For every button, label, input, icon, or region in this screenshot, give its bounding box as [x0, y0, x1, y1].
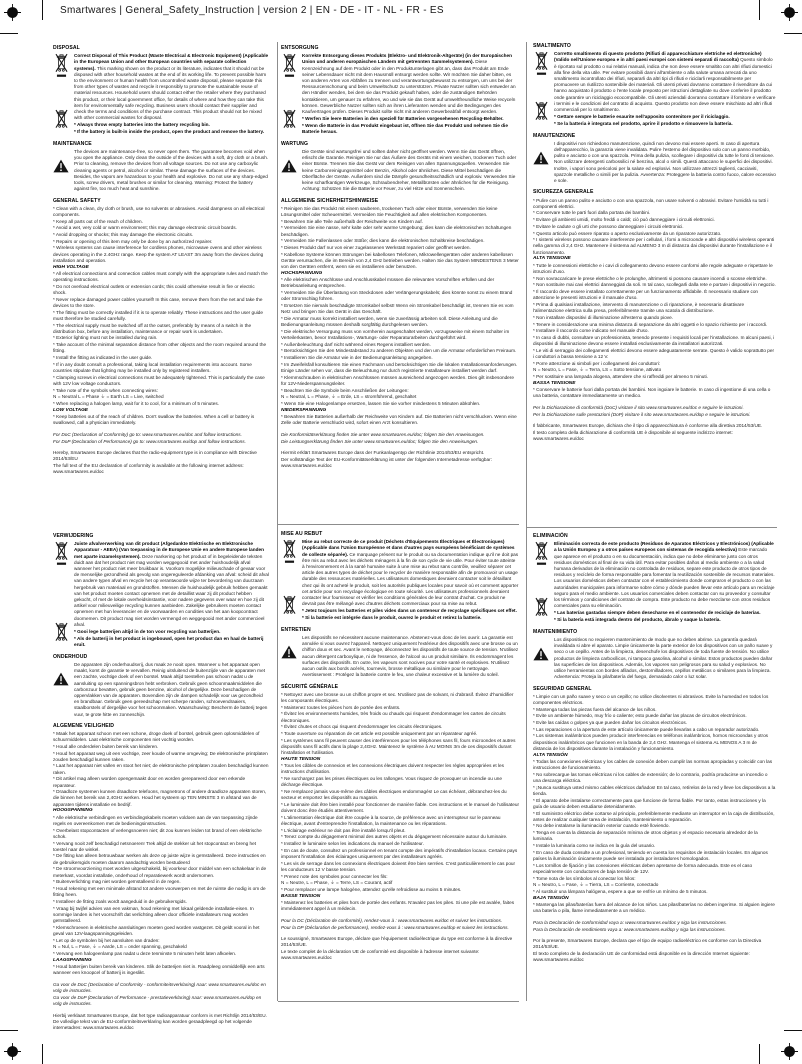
wire-symbols-line: N = Neutre, L = Phase, ⏚ = Terre, LS = Courant, actif [281, 880, 393, 886]
maintenance-block [281, 635, 519, 678]
bullet-line: * Porre attenzione ai simboli per i collegamenti dei conduttori: [533, 360, 661, 366]
maintenance-heading: ENTRETIEN [281, 626, 311, 633]
bullet-line: * De stroomvoorziening moet worden uitgeschakeld, bij voorkeur door middel van een schakelaar in de meterkast, voordat installatie, onderhoud of reparatiewerk wordt ondernomen. [53, 866, 267, 878]
disposal-paragraph [554, 51, 776, 113]
bullet-line: * Wireless systems can cause interference for cordless phones, microwave ovens and other wireless devices operating in the 2.4GHz range. Keep the system AT LEAST 3m away from the devices during installation and operation. [53, 245, 264, 263]
bullet-line: * Installeer de fitting zoals wordt aangeduid in de gebruikersgids. [53, 898, 187, 904]
bullet-line: * Houd het apparaat weg uit een vochtige, zeer koude of warme omgeving; De elektronische printplaten zouden beschadigd kunnen raken. [53, 750, 268, 762]
paragraph-italic: Per la Dichiarazione di conformità (DoC) visitare il sito www.smartwares.eu/doc e seguire le istruzioni. [533, 405, 744, 411]
disposal-intro: Eliminación correcta de este producto (Residuos de Aparatos Eléctricos y Electrónicos) (Aplicable a la Unión Europea y a otros países europeos con sistemas de recogida selectiva) [554, 541, 774, 553]
wire-symbols-line: N = Nul, L = Fase, ⏚ = Aarde, LS = onder spanning, geschakeld [53, 944, 187, 950]
bullet-line: * Im Zweifelsfall konsultieren Sie einen Fachmann und berücksichtigen Sie die lokalen Installationsanforderungen. Einige Länder sehen vor, dass die Beleuchtung nur durch registrierte Installateure installiert werden darf. [281, 361, 518, 373]
bullet-line: * In caso di dubbi, consultare un professionista, tenendo presente i requisiti locali per l'installazione. In alcuni paesi, i dispositivi di illuminazione devono essere installati esclusivamente da installatori autorizzati. [533, 334, 775, 347]
disposal-paragraph [554, 541, 776, 609]
paragraph-italic: Ga voor de DoP (Declaration of Performance - prestatieverklaring) naar: www.smartwares.eu/dop en volg de instructies. [53, 994, 262, 1007]
bullet-line: * Keep batteries out of the reach of children. Don't swallow the batteries. When a cell or battery is swallowed, call a physician immediately. [53, 413, 255, 426]
bullet-line: * Non installare dispositivi di illuminazione all'esterno quando piove. [533, 314, 674, 320]
section-heading: SÉCURITÉ GÉNÉRALE [281, 683, 339, 690]
disposal-text [74, 541, 269, 648]
disposal-intro: Juiste afvalverwerking van dit product (Afgedankte Elektrische en Elektronische Apparatuur - AEEA) (Van toepassing in de Europese Unie en andere Europese landen met aparte inzamelsystemen). [74, 541, 264, 559]
disposal-icon-gutter [533, 541, 549, 624]
bullet-line: * No debe instalarse la iluminación exterior cuando esté lloviendo. [533, 823, 670, 829]
paragraph-italic: Ga voor de DoC (Declaration of Conformity - conformiteitsverklaring) naar: www.smartwares.eu/doc en volg de instructies. [53, 981, 266, 994]
bullet-line: * Nettoyez avec une brosse ou un chiffon propre et sec. N'utilisez pas de solvant, ni d'abrasif. Évitez d'humidifier les composants électriques. [281, 691, 514, 703]
paragraph: Hierbij verklaart Smartwares Europe, dat het type radioapparatuur conform is met Richtlijn 2014/53/EU. De volledige tekst van de EU-conformiteitsverklaring kan worden geraadpleegd op het volgende internetadres: www.smartwares.eu/doc [53, 1012, 267, 1031]
disposal-heading: VERWIJDERING [53, 533, 94, 539]
disposal-icon-gutter [281, 539, 297, 622]
subsection-heading: NIEDERSPANNUNG [281, 407, 327, 413]
bullet-line: * Évitez les environnements humides, très froids ou chauds qui risquent d'endommager les cartes de circuits électroniques. [281, 711, 506, 723]
bullet-line: * Vermeiden Sie die Überlastung von Steckdosen oder Verlängerungskabels; dies könnte sonst zu einem Brand oder Stromschlag führen. [281, 289, 513, 302]
bullet-line: * Los tornillos de fijación y las conexiones eléctricas deben apretarse de forma adecuada. Este es el caso especialmente con conductores de baja tensión de 12V. [533, 862, 753, 874]
bullet-line: * Buitenverlichting mag niet worden geïnstalleerd in de regen. [53, 879, 181, 885]
bullet-line: * L'alimentation électrique doit être coupée à la source, de préférence avec un interrupteur sur le panneau électrique, avant d'entreprendre l'installation, la maintenance ou les réparations. [281, 814, 501, 826]
paragraph-italic: For DoC (Declaration of Conformity) go to: www.smartwares.eu/doc and follow instructions. [53, 431, 242, 437]
disposal-text [74, 53, 269, 136]
row-separator [278, 524, 519, 525]
bullet-line: * Vermeiden Sie Fallenlassen oder Stöße; dies kann die elektronischen Schaltkreise beschädigen. [281, 238, 485, 244]
paragraph: Il testo completo della dichiarazione di conformità UE è disponibile al seguente indirizzo internet: www.smartwares.eu/doc [533, 430, 733, 442]
weee-bin-icon [283, 53, 296, 78]
crop-mark [759, 1044, 760, 1064]
crop-mark [759, 0, 760, 20]
bullet-line: * Conservare le batterie fuori dalla portata dei bambini. Non ingoiare le batterie. In caso di ingestione di una cella o una batteria, contattare immediatamente un medico. [533, 387, 771, 399]
disposal-bullet: * If the battery is built-in inside the product, open the product and remove the battery. [74, 129, 265, 135]
disposal-icon-gutter [281, 53, 297, 136]
column-separator [526, 42, 527, 1001]
maintenance-heading: MANTENIMIENTO [533, 628, 578, 635]
bullet-line: * Bewahren Sie alle Teile außerhalb der Reichweite von Kindern auf. [281, 218, 423, 224]
disposal-intro: Korrekte Entsorgung dieses Produkts (Elektro- und Elektronik-Altgeräte) (in der Europäischen Union und anderen europäischen Ländern mit getrennten Sammelsystemen). [302, 53, 512, 65]
weee-bin-icon [535, 541, 548, 566]
subsection-heading: HAUTE TENSION [281, 756, 321, 762]
registration-mark [781, 1043, 798, 1060]
bullet-line: * Overbelast stopcontacten of verlengsnoeren niet; dit zou kunnen leiden tot brand of een elektrische schok. [53, 827, 262, 839]
bullet-line: * Dit artikel mag alleen worden opengemaakt door en worden gerepareerd door een erkende reparateur. [53, 776, 246, 788]
section-de [281, 45, 519, 470]
paragraph-italic: Para la Declaración de conformidad vaya a: www.smartwares.eu/doc y siga las instrucciones. [533, 919, 727, 925]
bullet-line: * Ne surchargez pas les prises électriques ou les rallonges. Vous risquez de provoquer un incendie ou une décharge électrique. [281, 775, 502, 788]
bullet-line: * Alle elektrischen Anschlüsse und Anschlusskabel müssen die relevanten Vorschriften erfüllen und der Betriebsanleitung entsprechen. [281, 277, 495, 289]
disposal-block [53, 53, 269, 136]
disposal-body: Diese Kennzeichnung auf dem Produkt oder in den Produktunterlagen gibt an, dass das Produkt am Ende seiner Lebensdauer nicht mit dem Hausmüll entsorgt werden sollte. Wir möchten Sie daher bitten, es von anderen Arten von Abfällen zu trennen und verantwortungsbewusst zu entsorgen, um uns bei der Ressourcenschonung und beim Umweltschutz zu unterstützen. Private Nutzer sollten sich entweder an den Händler wenden, bei dem sie das Produkt gekauft haben, oder die zuständigen Behörden kontaktieren, um genauer zu erfahren, wo und wie sie das Gerät auf umweltfreundliche Weise recyceln können. Gewerbliche Nutzer sollten sich an ihren Lieferanten wenden und die Bedingungen des Kaufvertrages prüfen. Dieses Produkt sollte nicht mit anderen Gewerbeabfall entsorgt werden. [302, 59, 516, 115]
weee-bin-icon [55, 622, 68, 643]
disposal-intro: Mise au rebut correcte de ce produit (Déchets d'Équipements Électriques et Électroniques) (Applicable dans l'Union Européenne et dans d'autres pays européens bénéficiant de systèmes de collecte séparée). [302, 539, 515, 557]
paragraph-italic: Die Leistungserklärung finden Sie unter www.smartwares.eu/doc; folgen Sie den Anweisungen. [281, 438, 479, 444]
disposal-heading: SMALTIMENTO [533, 43, 571, 49]
section-en [53, 45, 269, 476]
disposal-block [533, 51, 776, 127]
disposal-block [281, 53, 519, 136]
maintenance-heading: MANUTENZIONE [533, 132, 576, 139]
paragraph-italic: Pour la DP (Déclaration de performances), rendez-vous à : www.smartwares.eu/dop et suivez les instructions. [281, 924, 509, 930]
disposal-heading: MISE AU REBUT [281, 531, 323, 537]
weee-bin-icon [55, 541, 68, 566]
disposal-body: Ce marquage présent sur le produit ou sa documentation indique qu'il ne doit pas être mis au rebut avec les déchets ménagers à la fin de son cycle de vie utile. Pour éviter toute atteinte à l'environnement et à la santé humaine suite à une mise au rebut sans contrôle, veuillez séparer cet article des autres types de déchet pour le recycler de manière responsable afin de promouvoir un usage durable des ressources matérielles. Les utilisateurs domestiques devraient contacter soit le détaillant chez qui ils ont acheté le produit, soit les autorités publiques locales pour savoir où et comment apporter cet article pour son recyclage écologique en toute sécurité. Les utilisateurs professionnels devraient contacter leur fournisseur et vérifier les conditions générales de leur contrat d'achat. Ce produit ne devrait pas être mélangé avec d'autres déchets commerciaux pour sa mise au rebut. [302, 551, 519, 607]
disposal-text [302, 539, 519, 622]
disposal-icon-gutter [533, 51, 549, 127]
paragraph: The full text of the EU declaration of conformity is available at the following internet address: www.smartwares.eu/doc [53, 463, 244, 475]
wire-symbols-line: N = Neutral, L = Phase, ⏚ = Erde, LS = stromführend, geschaltet [281, 394, 417, 400]
maintenance-text: De apparaten zijn onderhoudsvrij, dus maak ze nooit open. Wanneer u het apparaat open maakt, komt de garantie te vervallen. Reinig uitsluitend de buitenzijde van de apparaten met een zachte, vochtige doek of een borstel. Maak altijd toestellen pas schoon nadat u de aansluiting op een spanningsbron hebt verbroken. Gebruik geen schoonmaakmiddelen die carbonzuur bevatten, gebruik geen benzine, alcohol of dergelijke. Deze beschadigen de oppervlakken van de apparaten. Bovendien zijn de dampen schadelijk voor uw gezondheid en brandbaar. Gebruik geen gereedschap met scherpe randen, schroevendraaiers, staalborstels of dergelijke voor het schoonmaken. Waarschuwing: Bescherm de batterij tegen vuur, te grote hitte en zonneschijn. [74, 661, 268, 717]
page-title: Smartwares | General_Safety_Instruction | version 2 | EN - DE - IT - NL - FR - ES [60, 5, 444, 16]
bullet-line: * Maintenez les batteries et piles hors de portée des enfants. N'avalez pas les piles. Si une pile est avalée, faites immédiatement appel à un médecin. [281, 899, 515, 912]
bullet-line: * Mantenga las pilas/baterías fuera del alcance de los niños. Las pilas/baterías no deben ingerirse. Si alguien ingiere una batería o pila, llame inmediatamente a un médico. [533, 901, 775, 914]
maintenance-heading: WARTUNG [281, 140, 309, 147]
bullet-line: * Pulire con un panno pulito e asciutto o con una spazzola, non usare solventi o abrasivi. Evitare l'umidità su tutti i componenti elettrici. [533, 197, 769, 209]
bullet-line: * Los sistemas inalámbricos pueden producir interferencias en teléfonos inalámbricos, hornos microondas y otros dispositivos inalámbricos que funcionen en la banda de 2,4 GHz. Mantenga el sistema AL MENOS A 3 m de distancia de los dispositivos durante la instalación y funcionamiento. [533, 733, 769, 751]
bullet-line: * Klemschroeven in elektrische aansluitingen moeten goed worden vastgezet. Dit geldt vooral in het geval van 12V-laagspanningsgeleiden. [53, 924, 260, 936]
crop-mark [42, 1044, 43, 1064]
crop-mark [784, 33, 802, 34]
disposal-intro: Correct Disposal of This Product (Waste Electrical & Electronic Equipment) (Applicable in the European Union and other European countries with separate collection systems). [74, 53, 269, 71]
bullet-line: * Außenbeleuchtung darf nicht während eines Regens installiert werden. [281, 341, 431, 347]
bullet-line: * Non sovraccaricare le prese elettriche o le prolunghe, altrimenti si possono causare incendi o scosse elettriche. [533, 275, 767, 281]
wire-symbols-line: N = Neutral L = Phase ⏚ = Earth LS = Live, switched [53, 394, 164, 400]
bullet-line: * Vervang nooit zelf beschadigd netsnoeren! Trek altijd de stekker uit het stopcontact en breng het toestel naar de winkel. [53, 840, 256, 852]
registration-mark [781, 4, 798, 21]
bullet-line: * Wenn Sie eine Halogenlampe ersetzen, lassen Sie sie vorher mindestens 5 Minuten abkühlen. [281, 400, 481, 406]
disposal-bullet: * Se la batteria è integrata nel prodotto, aprire il prodotto e rimuovere la batteria. [554, 120, 733, 126]
maintenance-icon-gutter [53, 149, 69, 192]
subsection-heading: BASSE TENSION [281, 893, 321, 899]
bullet-line: * Reinigen Sie das Produkt mit einem sauberen, trockenen Tuch oder einer Bürste, verwenden Sie keine Lösungsmittel oder Scheuermittel. Vermeiden Sie Feuchtigkeit auf allen elektrischen Komponenten. [281, 205, 498, 217]
maintenance-icon-gutter [281, 149, 297, 192]
warning-triangle-icon [533, 647, 549, 661]
bullet-line: * Installare il raccordo come indicato nel manuale d'uso. [533, 328, 649, 334]
wire-symbols-line: N = Neutro, L = Fase, ⏚ = Tierra, LS = Corriente, conectado [533, 882, 659, 888]
weee-bin-icon [535, 51, 548, 76]
disposal-bullet: * Si la batterie est intégrée dans le produit, ouvrez le produit et retirez la batterie. [302, 615, 482, 621]
disposal-paragraph [74, 53, 269, 121]
bullet-line: * Kabellose Systeme können Störungen bei kabellosen Telefonen, Mikrowellengeräten oder anderen kabellosen Geräte verursachen, die im Bereich von 2,4 GHz betrieben werden. Halten Sie das System MINDESTENS 3 Meter von den Geräten entfernt, wenn sie es installieren oder benutzen. [281, 251, 519, 270]
maintenance-block [53, 149, 269, 192]
bullet-line: * Laat het apparaat niet vallen en stoot het niet; de elektronische printplaten zouden beschadigd kunnen raken. [53, 763, 269, 775]
subsection-heading: HOCHSPANNUNG [281, 270, 323, 276]
disposal-paragraph [302, 539, 519, 607]
crop-mark [0, 33, 18, 34]
section-heading: GENERAL SAFETY [53, 197, 101, 204]
bullet-line: * No sobrecargue las tomas eléctricas ni los cables de extensión; de lo contrario, podría producirse un incendio o una descarga eléctrica. [533, 771, 768, 783]
bullet-line: * Evite las caídas o golpes ya que pueden dañar los circuitos electrónicos. [533, 720, 687, 726]
section-it [533, 43, 776, 443]
bullet-line: * Draadloze systemen kunnen draadloze telefoons, magnetrons of andere draadloze apparaten storen, die binnen het bereik van 2,4GHz werken. Houd het systeem op TEN MINSTE 3 m afstand van de apparaten tijdens installatie en bedrijf. [53, 789, 267, 807]
disposal-block [533, 541, 776, 624]
bullet-line: * Take account of the minimal separation distance from other objects and the room required around the fitting. [53, 342, 267, 354]
bullet-line: * Vermeiden Sie eine nasse, sehr kalte oder sehr warme Umgebung; dies kann die elektronischen Schaltungen beschädigen. [281, 225, 512, 237]
disposal-text [554, 51, 776, 127]
bullet-line: * Le luminaire doit être bien installé pour fonctionner de manière fiable. Ces instructions et le manuel de l'utilisateur doivent donc être étudiés attentivement. [281, 801, 520, 813]
section-heading: SEGURIDAD GENERAL [533, 685, 592, 692]
bullet-line: * ¡Nunca sustituya usted mismo cables eléctricos dañados! En tal caso, retírelos de la red y lleve los dispositivos a la tienda. [533, 784, 776, 796]
weee-bin-icon [535, 101, 548, 122]
bullet-line: * If in any doubt consult a professional, taking local installation requirements into account. Some countries stipulate that lighting may be installed only by registered installers. [53, 361, 252, 373]
bullet-line: * Conservare tutte le parti fuori dalla portata dei bambini. [533, 210, 651, 216]
row-separator [527, 527, 777, 528]
bullet-line: * Les vis de serrage dans les connexions électriques doivent être bien serrées. C'est particulièrement le cas pour les conducteurs 12 V basse tension. [281, 860, 516, 872]
bullet-line: * Houd alle onderdelen buiten bereik van kinderen. [53, 743, 159, 749]
bullet-line: * The electrical supply must be switched off at the outset, preferably by means of a switch in the distribution box, before any installation, maintenance or repair work is undertaken. [53, 322, 252, 334]
bullet-line: * Dieses Produkt darf nur von einer zugelassenen Werkstatt repariert oder geöffnet werden. [281, 244, 471, 250]
subsection-heading: BAJA TENSIÓN [533, 895, 569, 901]
subsection-heading: LAAGSPANNING [53, 957, 92, 963]
maintenance-block [281, 149, 519, 192]
paragraph-italic: For DoP (Declaration of Performance) go to: www.smartwares.eu/dop and follow instructions. [53, 438, 246, 444]
bullet-line: * Tenga en cuenta la distancia de separación mínima de otros objetos y el espacio necesario alrededor de la luminaria. [533, 830, 758, 842]
bullet-line: * Alle elektrische verbindingen en verbindingskabels moeten voldoen aan de van toepassing zijnde regels en overeenkomen met de bedieningsinstructies. [53, 814, 258, 826]
weee-bin-icon [55, 53, 68, 78]
paragraph-italic: Para la Declaración de rendimiento vaya a: www.smartwares.eu/dop y siga las instrucciones. [533, 926, 726, 932]
bullet-line: * Klemmschrauben in elektrischen Anschlüssen müssen ausreichend angezogen werden. Dies gilt insbesondere für 12V-Niederspannungsleiter. [281, 374, 514, 386]
warning-triangle-icon [533, 151, 549, 165]
subsection-heading: ALTA TENSIONE [533, 256, 571, 262]
bullet-line: * Il raccordo deve essere installato correttamente per un funzionamento affidabile. È necessario studiare con attenzione le presenti istruzioni e il manuale d'uso. [533, 288, 759, 301]
bullet-line: * Never replace damaged power cables yourself! In this case, remove them from the net and take the devices to the store. [53, 296, 263, 308]
maintenance-icon-gutter [281, 635, 297, 678]
bullet-line: * Mantenga todas las piezas fuera del alcance de los niños. [533, 706, 657, 712]
disposal-text [554, 541, 776, 624]
bullet-line: * Repairs or opening of this item may only be done by an authorized repairer. [53, 238, 213, 244]
maintenance-text: Les dispositifs ne nécessitent aucune maintenance. Abstenez-vous donc de les ouvrir. La garantie est annulée si vous ouvrez l'appareil. Nettoyez uniquement l'extérieur des dispositifs avec une brosse ou un chiffon doux et sec. Avant le nettoyage, déconnectez les dispositifs de toute source de tension. N'utilisez aucun détergent carboxylique, ni de l'essence, de l'alcool ou un produit similaire. Ils endommagent les surfaces des dispositifs. En outre, les vapeurs sont nocives pour votre santé et explosives. N'utilisez aucun outils aux bords acérés, tournevis, brosse métallique ou similaire pour le nettoyage. Avertissement : Protégez la batterie contre le feu, une chaleur excessive et la lumière du soleil. [302, 635, 519, 678]
bullet-line: * Installieren Sie die Armatur wie in der Bedienungsanleitung angegeben. [281, 355, 433, 361]
disposal-bullet: * Gettare sempre le batterie esaurite nell'apposito contenitore per il riciclaggio. [554, 114, 730, 120]
bullet-line: * I sistemi wireless possono causare interferenze per i cellulari, i forni a microonde e altri dispositivi wireless operanti nella gamma di 2,4 GHz. Mantenere il sistema ad ALMENO 3 m di distanza dai dispositivi durante l'installazione e il funzionamento. [533, 237, 775, 255]
bullet-line: * Las reparaciones o la apertura de este artículo únicamente puede llevarlas a cabo un reparador autorizado. [533, 726, 760, 732]
crop-mark [784, 1030, 802, 1031]
bullet-line: * En caso de duda consulte a un profesional, teniendo en cuenta los requisitos de instalación locales. En algunos países la iluminación únicamente puede ser instalada por instaladores homologados. [533, 849, 768, 861]
disposal-icon-gutter [53, 53, 69, 136]
bullet-line: * Bewahren Sie Batterien außerhalb der Reichweite von Kindern auf. Die Batterien nicht verschlucken. Wenn eine Zelle oder Batterie verschluckt wird, sofort einen Arzt konsultieren. [281, 413, 517, 426]
bullet-line: * Pour remplacer une lampe halogène, attendez qu'elle refroidisse au moins 5 minutes. [281, 886, 462, 892]
bullet-line: * L'éclairage extérieur ne doit pas être installé lorsqu'il pleut. [281, 827, 406, 833]
disposal-block [53, 541, 269, 648]
paragraph: Le soussigné, Smartwares Europe, déclare que l'équipement radioélectrique du type est conforme à la directive 2014/53/UE. [281, 936, 513, 948]
bullet-line: * Berücksichtigen Sie den Mindestabstand zu anderen Objekten und den um die Armatur erforderlichen Freiraum. [281, 348, 517, 354]
bullet-line: * Clean with a clean, dry cloth or brush, use no solvents or abrasives. Avoid dampness on all electrical components. [53, 205, 265, 217]
maintenance-heading: MAINTENANCE [53, 140, 92, 147]
subsection-heading: ALTA TENSIÓN [533, 752, 568, 758]
maintenance-block [533, 637, 776, 680]
paragraph: Hereby, Smartwares Europe declares that the radio-equipment type is in compliance with Directive 2014/53/EU [53, 450, 257, 462]
maintenance-text: I dispositivi non richiedono manutenzione, quindi non devono mai essere aperti. In caso di apertura dell'apparecchio, la garanzia viene invalidata. Pulire l'esterno del dispositivo solo con un panno morbido, pulito e asciutto o con una spazzola. Prima della pulizia, scollegare i dispositivi da tutte le fonti di tensione. Non utilizzare detergenti carbossilici né benzina, alcol o simili. Questi attaccano le superfici dei dispositivi. Inoltre, i vapori sono pericolosi per la salute ed esplosivi. Non utilizzare attrezzi taglienti, cacciaviti, spazzole metalliche o simili per la pulizia. Avvertenza: Proteggere la batteria contro fuoco, calore eccessivo e sole. [554, 140, 776, 184]
paragraph-italic: Per la Dichiarazione sulle prestazioni (DoP) visitare il sito www.smartwares.eu/dop e seguire le istruzioni. [533, 411, 751, 417]
crop-mark [42, 0, 43, 20]
bullet-line: * Die elektrische Versorgung muss von vornherein ausgeschaltet werden, vorzugsweise mit einem Schalter im Verteilerkasten, bevor Installations-, Wartungs- oder Reparaturarbeiten durchgeführt wird. [281, 328, 510, 340]
weee-bin-icon [283, 595, 296, 616]
bullet-line: * Ersetzen Sie niemals beschädigte Stromkabel selbst! Wenn ein Stromkabel beschädigt ist, trennen Sie es vom Netz und bringen Sie das Gerät in das Geschäft. [281, 302, 514, 315]
paragraph: Hiermit erklärt Smartwares Europe dass der Funkanlagentyp der Richtlinie 2014/53/EU entspricht. [281, 450, 485, 456]
crop-mark [0, 1030, 18, 1031]
warning-triangle-icon [281, 645, 297, 659]
weee-bin-icon [283, 539, 296, 564]
bullet-line: * Die Armatur muss korrekt installiert werden, wenn sie zuverlässig arbeiten soll. Diese Anleitung und die Bedienungsanleitung müssen deshalb sorgfältig durchgelesen werden. [281, 315, 498, 327]
bullet-line: * El aparato debe instalarse correctamente para que funcione de forma fiable. Por tanto, estas instrucciones y la guía de usuario deben estudiarse detenidamente. [533, 797, 766, 809]
subsection-heading: LOW VOLTAGE [53, 407, 88, 413]
weee-bin-icon [283, 109, 296, 130]
bullet-line: * Avoid a wet, very cold or warm environment; this may damage electronic circuit boards. [53, 225, 237, 231]
wire-symbols-line: N = Neutro, L = Fase, ⏚ = Terra, LS = Sotto tensione, attivato [533, 367, 662, 373]
bullet-line: * Avoid dropping or shocks; this may damage the electronic circuits. [53, 232, 194, 238]
bullet-line: * Évitez chutes et chocs qui risquent d'endommager les circuits électroniques. [281, 724, 443, 730]
disposal-paragraph [302, 53, 519, 115]
disposal-body: This marking shown on the product or its literature, indicates that it should not be disposed with other household wastes at the end of its working life. To prevent possible harm to the environment or human health from uncontrolled waste disposal, please separate this from other types of wastes and recycle it responsibly to promote the sustainable reuse of material resources. Household users should contact either the retailer where they purchased this product, or their local government office, for details of where and how they can take this item for environmentally safe recycling. Business users should contact their supplier and check the terms and conditions of the purchase contract. This product should not be mixed with other commercial wastes for disposal. [74, 65, 267, 121]
section-heading: ALLGEMEINE SICHERHEITSHINWEISE [281, 197, 379, 204]
maintenance-text: The devices are maintenance-free, so never open them. The guarantee becomes void when you open the appliance. Only clean the outside of the devices with a soft, dry cloth or a brush. Prior to cleaning, remove the devices from all voltage sources. Do not use any carboxylic cleaning agents or petrol, alcohol or similar. These damage the surfaces of the devices. Besides, the vapors are hazardous to your health and explosive. Do not use any sharp-edged tools, screw drivers, metal brushes or similar for cleaning. Warning: Protect the battery against fire, too much heat and sunshine. [74, 149, 269, 192]
bullet-line: * Ne remplacez jamais vous-même des câbles électriques endommagés! Le cas échéant, débranchez-les du secteur et emportez les dispositifs au magasin. [281, 788, 507, 801]
bullet-line: * Les systèmes sans fil peuvent causer des interférences pour les téléphones sans fil, fours microondes et autres dispositifs sans fil actifs dans la plage 2,4GHz. Maintenez le système à AU MOINS 3m de ces dispositifs durant l'installation et l'utilisation. [281, 737, 516, 756]
paragraph: El texto completo de la declaración UE de conformidad está disponible en la dirección Internet siguiente: www.smartwares.eu/doc [533, 951, 750, 963]
maintenance-block [533, 141, 776, 184]
bullet-line: * Non sostituire mai cavi elettrici danneggiati da soli. In tal caso, scollegarli dalla rete e portare i dispositivi in negozio. [533, 282, 776, 288]
bullet-line: * Houd batterijen buiten bereik van kinderen. Slik de batterijen niet in. Raadpleeg onmiddellijk een arts wanneer een knoopcel of batterij is ingeslikt. [53, 964, 265, 976]
bullet-line: * Keep all parts out of the reach of children. [53, 218, 143, 224]
disposal-heading: ENTSORGUNG [281, 45, 319, 51]
section-es [533, 533, 776, 964]
maintenance-text: Die Geräte sind wartungsfrei und sollten daher nicht geöffnet werden. Wenn Sie das Gerät öffnen, erlischt die Garantie. Reinigen Sie nur das Äußere des Geräts mit einem weichen, trockenen Tuch oder einer Bürste. Trennen Sie das Gerät vor dem Reinigen von allen Spannungsquellen. Verwenden Sie keine Carbonreinigungsmittel oder Benzin, Alkohol oder ähnliches. Diese Mittel beschädigen die Oberfläche der Geräte. Außerdem sind die Dämpfe gesundheitsschädlich und explosiv. Verwenden Sie keine scharfkantigen Werkzeuge, Schraubendreher, Metallbürsten oder ähnliches für die Reinigung. Achtung: Schützen Sie die Batterie vor Feuer, zu viel Hitze und Sonnenschein. [302, 149, 517, 192]
bullet-line: * When replacing a halogen lamp, wait for it to cool, for a minimum of 5 minutes. [53, 400, 219, 406]
bullet-line: * En cas de doute, consultez un professionnel en tenant compte des impératifs d'installation locaux. Certains pays imposent l'installation des éclairages uniquement par des installateurs agréés. [281, 847, 518, 859]
registration-mark [4, 1043, 21, 1060]
section-fr [281, 531, 519, 962]
bullet-line: * Limpie con un paño suave y seco o un cepillo; no utilice disolventes ni abrasivos. Evite la humedad en todos los componentes eléctricos. [533, 693, 769, 705]
warning-triangle-icon [53, 159, 69, 173]
bullet-line: * Prenez note des symboles pour connecter les fils: [281, 873, 388, 879]
warning-triangle-icon [281, 159, 297, 173]
warning-triangle-icon [53, 672, 69, 686]
disposal-bullet: * Als de batterij in het product is ingebouwd, open het product dan en haal de batterij eruit. [74, 635, 264, 647]
bullet-line: * The fitting must be correctly installed if it is to operate reliably. These instructions and the user guide must therefore be studied carefully. [53, 309, 264, 321]
disposal-bullet: * Werfen Sie leere Batterien in den speziell für Batterien vorgesehenen Recycling-Behälter. [302, 116, 504, 122]
bullet-line: * Exterior lighting must not be installed during rain. [53, 335, 158, 341]
bullet-line: * Houd rekening met een minimale afstand tot andere voorwerpen en met de ruimte die nodig is om de fitting heen. [53, 885, 266, 898]
bullet-line: * Evite un ambiente húmedo, muy frío o caliente; esto puede dañar las placas de circuitos electrónicos. [533, 713, 747, 719]
bullet-line: * Tenez compte du dégagement minimal des autres objets et du dégagement nécessaire autour du luminaire. [281, 834, 508, 840]
paragraph: Il fabbricante, Smartwares Europe, dichiara che il tipo di apparecchiatura è conforme alla direttiva 2014/53/UE. [533, 423, 763, 429]
bullet-line: * Clamping screws in electrical connections must be adequately tightened. This is particularly the case with 12V low voltage conductors. [53, 374, 265, 386]
bullet-line: * El suministro eléctrico debe cortarse al principio, preferiblemente mediante un interruptor en la caja de distribución, antes de realizar cualquier tarea de instalación, mantenimiento o reparación. [533, 810, 775, 822]
disposal-body: Questo simbolo è riportato sul prodotto o sui relativi manuali, indica che non deve essere smaltito con altri rifiuti domestici alla fine della vita utile. Per evitare possibili danni all'ambiente o alla salute umana arrecati da uno smaltimento incontrollato dei rifiuti, separarli da altri tipi di rifiuti e riciclarli responsabilmente per promuovere un riutilizzo sostenibile dei materiali. Gli utenti privati dovranno contattare il rivenditore da cui hanno acquistato il prodotto o l'ente locale preposto per istruzioni dettagliate su dove conferire il prodotto onde garantire un riciclaggio ecocompatibile. Gli utenti aziendali dovranno contattare il fornitore e verificare i termini e le condizioni del contratto di acquisto. Questo prodotto non deve essere mischiato ad altri rifiuti commerciali per lo smaltimento. [554, 57, 776, 113]
bullet-line: * All electrical connections and connection cables must comply with the appropriate rules and match the operating instructions. [53, 270, 268, 283]
disposal-bullet: * Gooi lege batterijen altijd in de ton voor recycling van batterijen. [74, 629, 221, 635]
disposal-bullet: * Si la batería está integrada dentro del producto, ábralo y saque la batería. [554, 617, 721, 623]
bullet-line: * Per sostituire una lampada alogena, attendere che si raffreddi per almeno 5 minuti. [533, 374, 709, 380]
bullet-line: * Instale la luminaria como se indica en la guía del usuario. [533, 843, 656, 849]
bullet-line: * Vraag bij twijfel advies van een vakman, houd rekening met lokaal geldende installatie-eisen. In sommige landen is het voorschrift dat verlichting alleen door officiële installateurs mag worden geïnstalleerd. [53, 905, 254, 923]
bullet-line: * Tutte le connessioni elettriche e i cavi di collegamento devono essere conformi alle regole adeguate e rispettare le istruzioni d'uso. [533, 262, 773, 274]
bullet-line: * Evitare le cadute o gli urti che possono danneggiare i circuiti elettronici. [533, 223, 684, 229]
disposal-text [302, 53, 519, 136]
bullet-line: * Vervang een halogeenlamp pas nadat u deze tenminste 5 minuten hebt laten afkoelen. [53, 950, 237, 956]
bullet-line: * Tenere in considerazione una minima distanza di separazione da altri oggetti e lo spazio richiesto per i raccordi. [533, 321, 768, 327]
bullet-line: * De fitting kan alleen betrouwbaar werken als deze op juiste wijze is geïnstalleerd. Deze instructies en de gebruikersgids moeten daarom aandachtig worden bestudeerd [53, 853, 266, 865]
maintenance-icon-gutter [533, 637, 549, 680]
disposal-bullet: * Wenn die Batterie in das Produkt eingebaut ist, öffnen Sie das Produkt und nehmen Sie die Batterie heraus. [302, 122, 508, 135]
maintenance-text: Los dispositivos no requieren mantenimiento de modo que no deben abrirse. La garantía quedará invalidada si abre el aparato. Limpie únicamente la parte exterior de los dispositivos con un paño suave y seco o un cepillo. Antes de la limpieza, desenchufe los dispositivos de toda fuente de tensión. No utilice productos de limpieza carboxílicos, ni tampoco gasolina, alcohol o similar. Estos productos pueden dañar las superficies de los dispositivos. Además, los vapores son peligrosos para su salud y explosivos. No utilice herramientas con bordes afilados, destornilladores, cepillos metálicos o similares para la limpieza. Advertencia: Proteja la pila/batería del fuego, demasiado calor o luz solar. [554, 637, 773, 680]
bullet-line: * Install the fitting as indicated in the user guide. [53, 355, 153, 361]
bullet-line: * Do not overload electrical outlets or extension cords; this could otherwise result in fire or electric shock. [53, 283, 255, 295]
weee-bin-icon [55, 109, 68, 130]
bullet-line: * Al sustituir una lámpara halógena, espere a que se enfríe un mínimo de 5 minutos. [533, 888, 708, 894]
disposal-paragraph [74, 541, 269, 628]
paragraph: Le texte complet de la déclaration UE de conformité est disponible à l'adresse internet suivante: www.smartwares.eu/doc [281, 949, 480, 961]
disposal-bullet: * Always throw empty batteries into the battery recycling bin. [74, 122, 210, 128]
paragraph: Der vollständige Text der EU-Konformitätserklärung ist unter der folgenden Internetadresse verfügbar: www.smartwares.eu/doc [281, 456, 492, 469]
column-separator [277, 42, 278, 1001]
bullet-line: * Maak het apparaat schoon met een schone, droge doek of borstel, gebruik geen oplosmiddelen of schuurmiddelen. Laat elektrische componenten niet vochtig worden. [53, 730, 260, 743]
bullet-line: * Todas las conexiones eléctricas y los cables de conexión deben cumplir las normas apropiadas y coincidir con las instrucciones de funcionamiento. [533, 758, 773, 771]
bullet-line: * Beachten Sie die Symbole beim Anschließen der Leitungen: [281, 387, 409, 393]
paragraph-italic: Pour la DC (Déclaration de conformité), rendez-vous à : www.smartwares.eu/doc et suivez les instructions. [281, 917, 503, 923]
maintenance-icon-gutter [53, 662, 69, 718]
bullet-line: * Questo articolo può essere riparato o aperto esclusivamente da un riparatore autorizzato. [533, 230, 722, 236]
maintenance-icon-gutter [533, 141, 549, 184]
subsection-heading: HOOGSPANNING [53, 808, 93, 814]
bullet-line: * Prima di qualsiasi installazione, intervento di manutenzione o di riparazione, è necessario disattivare l'alimentazione elettrica sulla presa, preferibilmente tramite una scatola di distribuzione. [533, 301, 745, 314]
bullet-line: * Tous les câbles de connexion et les connexions électriques doivent respecter les règles appropriées et les instructions d'utilisation. [281, 763, 504, 775]
disposal-body: Deze markering op het product of in begeleidende teksten duidt aan dat het product niet mag worden weggegooid met ander huishoudelijk afval wanneer het product niet meer bruikbaar is. Voorkom mogelijke milieuschade of gevaar voor de menselijke gezondheid als gevolg van ongereguleerde afdanking van afval: scheid dit afval van andere typen afval en recycle het op verantwoorde wijze ter bevordering van duurzaam hergebruik van materiaal en grondstoffen. Mensen die huishoudelijk gebruik hebben gemaakt van het product moeten contact opnemen met de detaillist waar zij dit product hebben gekocht, of met de lokale overheidsinstantie, voor nadere gegevens over waar en hoe zij dit artikel voor milieuveilige recycling kunnen aanbieden. Zakelijke gebruikers moeten contact opnemen met hun leverancier en de voorwaarden en condities van het aan koopcontract doornemen. Dit product mag niet worden vermengd en weggegooid met ander commercieel afval. [74, 553, 269, 627]
bullet-line: * Let op de symbolen bij het aansluiten van draden: [53, 937, 160, 943]
bullet-line: * Maintenez toutes les pièces hors de portée des enfants. [281, 704, 401, 710]
section-heading: SICUREZZA GENERALE [533, 189, 594, 196]
bullet-line: * Toute ouverture ou réparation de cet article est possible uniquement par un réparateur agréé. [281, 730, 478, 736]
disposal-block [281, 539, 519, 622]
disposal-heading: DISPOSAL [53, 45, 80, 51]
paragraph-italic: Die Konformitätserklärung finden Sie unter www.smartwares.eu/doc; folgen Sie den Anweisungen. [281, 431, 485, 437]
disposal-intro: Corretto smaltimento di questo prodotto (Rifiuti di apparecchiature elettriche ed elettroniche) (Valido nell'Unione europea e in altri paesi europei con sistemi separati di raccolta) [554, 51, 762, 63]
section-heading: ALGEMENE VEILIGHEID [53, 722, 115, 729]
bullet-line: * Installez le luminaire selon les indications du manuel de l'utilisateur. [281, 841, 424, 847]
maintenance-block [53, 662, 269, 718]
subsection-heading: BASSA TENSIONE [533, 380, 576, 386]
registration-mark [4, 4, 21, 21]
maintenance-heading: ONDERHOUD [53, 653, 88, 660]
bullet-line: * Tome nota de los símbolos al conectar los hilos: [533, 875, 636, 881]
row-separator [278, 1001, 519, 1002]
disposal-bullet: * Jetez toujours les batteries et piles vides dans un conteneur de recyclage spécifiques cet effet. [302, 608, 517, 614]
bullet-line: * Take note of the symbols when connecting wires: [53, 387, 158, 393]
subsection-heading: HIGH VOLTAGE [53, 264, 89, 270]
disposal-bullet: * Las baterías gastadas siempre deben desecharse en el contenedor de reciclaje de baterías. [554, 610, 761, 616]
disposal-icon-gutter [53, 541, 69, 648]
disposal-body: Este marcado que aparece en el producto o en su documentación, indica que no debe eliminarse junto con otros residuos domésticos al final de su vida útil. Para evitar posibles daños al medio ambiente o a la salud humana derivados de la eliminación no controlada de residuos, separe este producto de otros tipos de residuos y recíclelo de forma responsable para fomentar la reutilización sostenible de recursos materiales. Los usuarios domésticos deben contactar con el establecimiento donde compraron el producto o con las autoridades municipales para informarse sobre cómo y dónde pueden llevar este artículo para un reciclaje seguro para el medio ambiente. Los usuarios comerciales deben contactar con su proveedor y consultar los términos y condiciones del contrato de compra. Este producto no debe mezclarse con otros residuos comerciales para su eliminación. [554, 547, 775, 609]
disposal-heading: ELIMINACIÓN [533, 533, 568, 539]
bullet-line: * Le viti di serraggio dei collegamenti elettrici devono essere adeguatamente serrate. Questo è valido soprattutto per i conduttori a bassa tensione a 12 V. [533, 347, 775, 360]
section-nl [53, 533, 269, 1032]
bullet-line: * Evitare gli ambienti umidi, molto freddi o caldi; ciò può danneggiare i circuiti elettronici. [533, 217, 715, 223]
paragraph: Por la presente, Smartwares Europe, declara que el tipo de equipo radioeléctrico es conforme con la Directiva 2014/53/UE. [533, 938, 762, 950]
weee-bin-icon [535, 597, 548, 618]
